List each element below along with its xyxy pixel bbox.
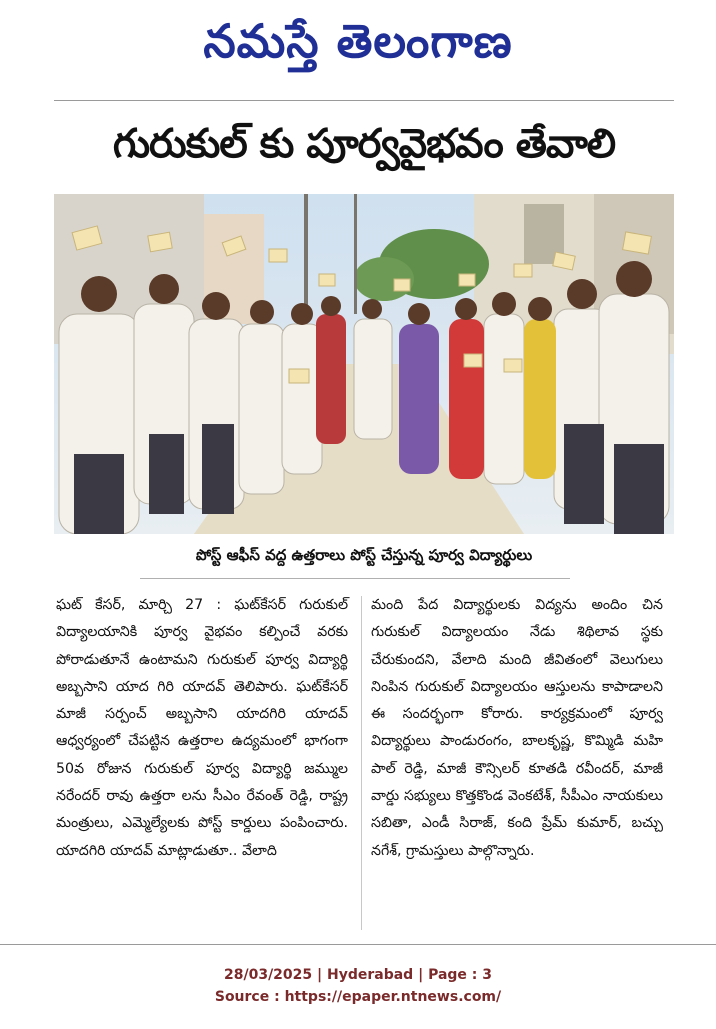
article-body-right: మంది పేద విద్యార్థులకు విద్యను అందిం చిన గురుకుల్ విద్యాలయం నేడు శిథిలావ స్థకు చేరుకుందని, వేలాది మంది జీవితంలో వెలుగులు నింపిన గురుకుల్ విద్యాలయం ఆస్తులను కాపాడాలని ఈ సందర్భంగా కోరారు. కార్యక్రమంలో పూర్వ విద్యార్థులు పాండురంగం, బాలకృష్ణ, కొమ్మిడి మహి పాల్ రెడ్డి, మాజీ కౌన్సిలర్ కూతడి రవీందర్, మాజీ వార్డు సభ్యులు కొత్తకొండ వెంకటేశ్, సీపీఎం నాయకులు సబితా, ఎండీ సిరాజ్, కంది ప్రేమ్ కుమార్, బచ్చు నగేశ్, గ్రామస్తులు పాల్గొన్నారు. — [371, 597, 663, 859]
footer-date-edition: 28/03/2025 | Hyderabad | Page : 3 — [223, 967, 493, 983]
column-divider — [361, 596, 362, 930]
photo-caption: పోస్ట్ ఆఫీస్ వద్ద ఉత్తరాలు పోస్ట్ చేస్తున్న పూర్వ విద్యార్థులు — [195, 546, 533, 564]
page-footer — [0, 964, 716, 1008]
article-body-right-column — [371, 592, 663, 865]
article-body-left: ఘట్ కేసర్, మార్చి 27 : ఘట్‌కేసర్ గురుకుల్ విద్యాలయానికి పూర్వ వైభవం కల్పించే వరకు పోరాడుతూనే ఉంటామని గురుకుల్ పూర్వ విద్యార్థి అబ్బసాని యాద గిరి యాదవ్ తెలిపారు. ఘట్‌కేసర్ మాజీ సర్పంచ్ అబ్బసాని యాదగిరి యాదవ్ ఆధ్వర్యంలో చేపట్టిన ఉత్తరాల ఉద్యమంలో భాగంగా 50వ రోజున గురుకుల్ పూర్వ విద్యార్థి జమ్ముల నరేందర్ రావు ఉత్తరా లను సీఎం రేవంత్ రెడ్డి, రాష్ట్ర మంత్రులు, ఎమ్మెల్యేలకు పోస్ట్ కార్డులు పంపించారు. యాదగిరి యాదవ్ మాట్లాడుతూ.. వేలాది — [56, 597, 348, 859]
bottom-rule — [0, 944, 716, 945]
article-body-left-column — [56, 592, 348, 865]
article-headline: గురుకుల్ కు పూర్వవైభవం తేవాలి — [112, 121, 616, 167]
article-photo — [54, 194, 674, 534]
top-rule — [54, 100, 674, 101]
footer-source[interactable]: Source : https://epaper.ntnews.com/ — [214, 989, 502, 1005]
masthead-title: నమస్తే తెలంగాణ — [203, 14, 513, 68]
caption-rule — [140, 578, 570, 579]
